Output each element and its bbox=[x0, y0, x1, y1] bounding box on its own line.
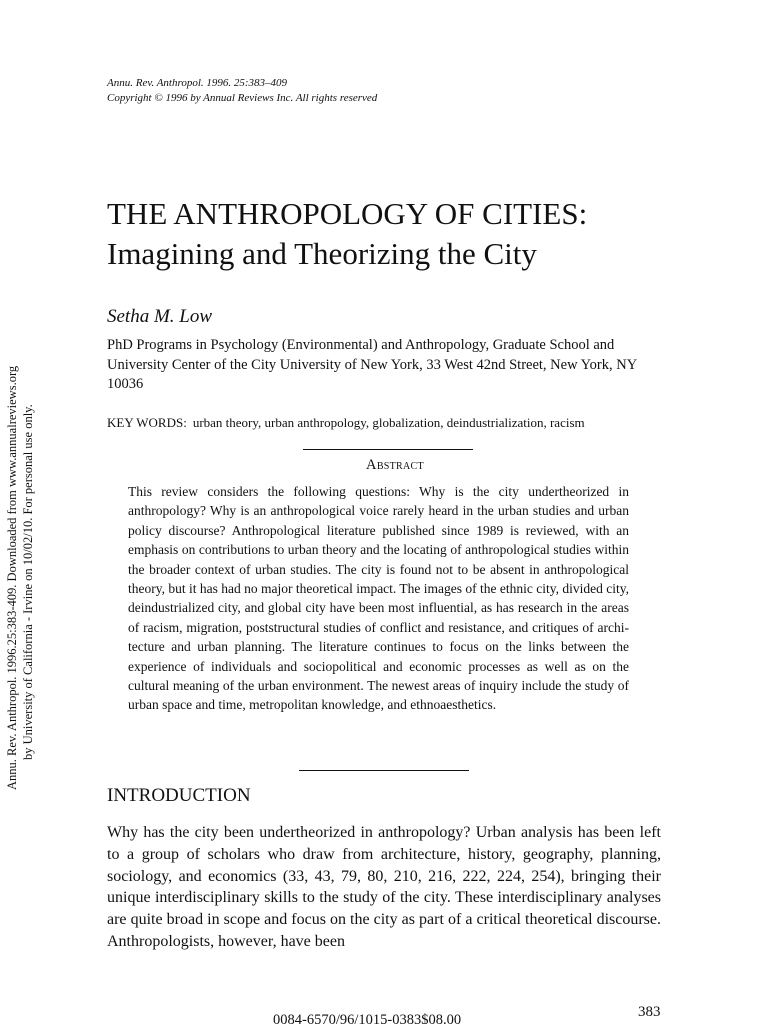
abstract-heading: Abstract bbox=[366, 457, 424, 473]
keywords bbox=[107, 415, 667, 431]
abstract-text: This review considers the following questions: Why is the city undertheorized in anthropology? Why is an anthropological voice rarely heard in the urban studies and urban policy discourse? Anthropological literature published since 1989 is reviewed, with an emphasis on contributions to urban theory and the locating of anthropological studies within the broader context of urban studies. The city is found not to be absent in anthropological theory, but it has had no major theoretical impact. The images of the ethnic city, divided city, deindustrialized city, and global city have been most influential, as has research in the areas of racism, migration, poststructural studies of conflict and resistance, and critiques of architecture and urban planning. The literature continues to focus on the links between the experience of individuals and sociopolitical and economic processes as well as on the cultural meaning of the urban environment. The newest areas of inquiry include the study of urban space and time, metropolitan knowledge, and ethnoaesthetics. bbox=[128, 484, 629, 713]
divider-bottom bbox=[299, 770, 469, 771]
download-notice-line1: Annu. Rev. Anthropol. 1996.25:383-409. Downloaded from www.annualreviews.org bbox=[5, 365, 19, 790]
author-affiliation: PhD Programs in Psychology (Environmental) and Anthropology, Graduate School and University Center of the City University of New York, 33 West 42nd Street, New York, NY 10036 bbox=[107, 337, 637, 392]
copyright-notice: Copyright © 1996 by Annual Reviews Inc. All rights reserved bbox=[107, 92, 378, 104]
article-subtitle: Imagining and Theorizing the City bbox=[107, 236, 537, 271]
keywords-label: KEY WORDS: bbox=[107, 415, 187, 430]
keywords-terms: urban theory, urban anthropology, globalization, deindustrialization, racism bbox=[192, 415, 585, 430]
page-number: 383 bbox=[638, 1004, 661, 1020]
download-notice-line2: by University of California - Irvine on 10/02/10. For personal use only. bbox=[21, 404, 35, 760]
author-name: Setha M. Low bbox=[107, 306, 213, 327]
journal-citation: Annu. Rev. Anthropol. 1996. 25:383–409 bbox=[107, 77, 288, 89]
article-title-line1: THE ANTHROPOLOGY OF CITIES: bbox=[107, 196, 588, 231]
introduction-paragraph: Why has the city been undertheorized in anthropology? Urban analysis has been left to a group of scholars who draw from architecture, history, geography, planning, sociology, and economics (33, 43, 79, 80, 210, 216, 222, 224, 254), bringing their unique interdisciplinary skills to the study of the city. These interdisciplinary analyses are quite broad in scope and focus on the city as part of a critical theoretical discourse. Anthropologists, however, have been bbox=[107, 824, 661, 950]
journal-header bbox=[107, 76, 377, 106]
divider-top bbox=[303, 449, 473, 450]
download-notice bbox=[0, 300, 42, 790]
issn-code: 0084-6570/96/1015-0383$08.00 bbox=[273, 1012, 462, 1024]
article-title bbox=[107, 194, 667, 274]
section-heading-introduction: INTRODUCTION bbox=[107, 785, 251, 806]
